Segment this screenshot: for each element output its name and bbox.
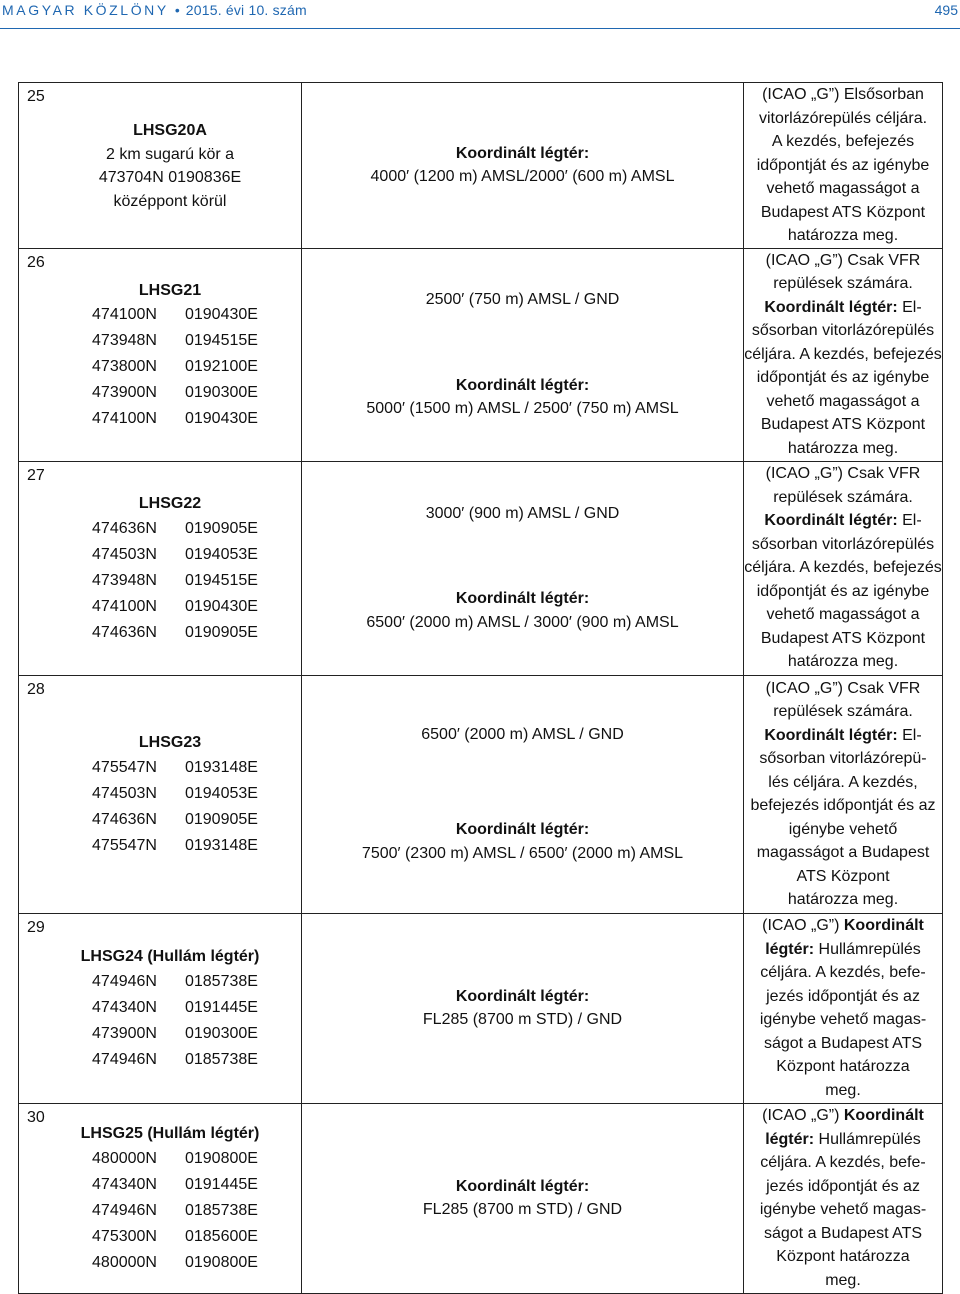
note-line: jezés időpontját és az [766,1177,920,1195]
longitude: 0194053E [184,784,258,802]
area-name: LHSG20A [133,122,207,140]
altitude-cell [302,675,744,913]
note-cell [744,83,943,249]
coordinate-pair [19,354,301,380]
note-line: céljára. A kezdés, befejezés [744,345,942,363]
coordinate-pair [19,516,301,542]
note-line: sősorban vitorlázórepülés [751,322,935,340]
page-number: 495 [934,2,958,18]
area-name: LHSG24 (Hullám légtér) [80,948,260,966]
altitude-cell [302,83,744,249]
note-line: Budapest ATS Központ [760,416,926,434]
latitude: 474636N [92,519,157,537]
latitude: 480000N [92,1149,157,1167]
latitude: 474503N [92,545,157,563]
spacer [302,312,743,374]
spacer [302,525,743,587]
coordinate-pair [19,406,301,432]
area-cell [19,1103,302,1293]
area-cell [19,461,302,675]
coordinate-pair [19,594,301,620]
latitude: 480000N [92,1253,157,1271]
longitude: 0190905E [184,519,258,537]
note-line: Koordinált légtér: El- [764,726,922,744]
longitude: 0190300E [184,1024,258,1042]
note-line: (ICAO „G”) Koordinált [762,917,924,934]
coordinate-pair [19,1146,301,1172]
note-line: befejezés időpontját és az [750,797,936,814]
note-line: meg. [825,1081,861,1099]
coordinate-pair [19,568,301,594]
spacer [302,746,743,818]
altitude-lower: 6500′ (2000 m) AMSL / 3000′ (900 m) AMSL [366,613,679,631]
coordinate-pair [19,969,301,995]
altitude-cell [302,248,744,461]
note-line: sősorban vitorlázórepü- [759,750,927,767]
airspace-label: Koordinált légtér: [455,987,590,1005]
note-line: Központ határozza [776,1248,910,1265]
longitude: 0193148E [184,758,258,776]
note-line: ságot a Budapest ATS [763,1224,923,1242]
longitude: 0191445E [184,1175,258,1193]
publication-title: MAGYAR KÖZLÖNY [2,2,169,18]
note-line: időpontját és az igénybe [756,582,930,600]
longitude: 0193148E [184,836,258,854]
note-line: vehető magasságot a [766,606,920,624]
header-rule [0,28,960,29]
coordinate-pair [19,328,301,354]
coordinate-pair [19,620,301,646]
latitude: 474100N [92,410,157,428]
note-line: (ICAO „G”) Elsősorban [762,86,924,103]
altitude-lower: FL285 (8700 m STD) / GND [422,1011,623,1028]
note-line: magasságot a Budapest [756,844,930,861]
longitude: 0185738E [184,1050,258,1068]
longitude: 0190800E [184,1253,258,1271]
longitude: 0192100E [184,358,258,376]
longitude: 0185738E [184,972,258,990]
coordinate-pair [19,1224,301,1250]
latitude: 474636N [92,623,157,641]
airspace-label: Koordinált légtér: [455,821,590,839]
note-bold-label: légtér: [765,940,815,958]
row-index: 30 [27,1108,45,1126]
latitude: 473948N [92,332,157,350]
longitude: 0194515E [184,332,258,350]
note-line: időpontját és az igénybe [756,156,930,174]
note-line: jezés időpontját és az [766,987,920,1005]
longitude: 0190905E [184,623,258,641]
table-row [19,675,943,913]
note-bold-label: Koordinált légtér: [764,726,898,744]
altitude-upper: 6500′ (2000 m) AMSL / GND [421,725,624,743]
airspace-table [18,82,943,1294]
note-line: Koordinált légtér: El- [764,512,922,530]
note-line: (ICAO „G”) Csak VFR [765,679,921,697]
note-bold-label: Koordinált légtér: [764,298,898,316]
note-line: céljára. A kezdés, befe- [760,964,926,981]
longitude: 0185600E [184,1227,258,1245]
latitude: 474636N [92,810,157,828]
latitude: 474340N [92,1175,157,1193]
note-cell [744,1103,943,1293]
note-line: határozza meg. [787,653,899,671]
coordinate-pair [19,1250,301,1276]
note-line: repülések számára. [773,275,913,293]
latitude: 474100N [92,597,157,615]
latitude: 473900N [92,1024,157,1042]
coordinate-pair [19,995,301,1021]
longitude: 0185738E [184,1201,258,1219]
coordinate-pair [19,1198,301,1224]
longitude: 0190905E [184,810,258,828]
issue-date: 2015. évi 10. szám [185,2,307,18]
note-line: vehető magasságot a [766,180,920,197]
note-bold-label: légtér: [765,1130,815,1148]
airspace-label: Koordinált légtér: [455,376,590,394]
page-header [2,2,958,22]
altitude-lower: 5000′ (1500 m) AMSL / 2500′ (750 m) AMSL [366,400,679,418]
altitude-lower: 7500′ (2300 m) AMSL / 6500′ (2000 m) AMSL [361,844,684,862]
altitude-lower: 4000′ (1200 m) AMSL/2000′ (600 m) AMSL [370,168,675,186]
note-cell [744,913,943,1103]
note-cell [744,675,943,913]
longitude: 0190430E [184,306,258,324]
note-line: repülések számára. [773,703,913,720]
airspace-label: Koordinált légtér: [455,1177,590,1195]
note-line: igénybe vehető magas- [759,1011,927,1028]
coordinate-pair [19,1021,301,1047]
note-line: igénybe vehető [788,820,898,838]
area-name: LHSG21 [138,281,202,299]
note-line: (ICAO „G”) Koordinált [762,1107,924,1124]
longitude: 0191445E [184,998,258,1016]
note-bold-label: Koordinált [843,917,924,934]
area-description: 473704N 0190836E [98,169,242,187]
table-row [19,248,943,461]
note-line: igénybe vehető magas- [759,1201,927,1218]
note-line: időpontját és az igénybe [756,369,930,387]
area-cell [19,913,302,1103]
note-line: meg. [825,1271,861,1289]
note-line: céljára. A kezdés, befe- [760,1154,926,1171]
publication-line [2,2,307,18]
area-name: LHSG23 [138,734,202,752]
note-line: Budapest ATS Központ [760,629,926,647]
note-line: vitorlázórepülés céljára. [758,109,928,127]
note-line: A kezdés, befejezés [771,133,915,150]
area-cell [19,675,302,913]
note-line: vehető magasságot a [766,392,920,410]
note-line: (ICAO „G”) Csak VFR [765,465,921,483]
row-index: 26 [27,253,45,271]
altitude-cell [302,461,744,675]
altitude-lower: FL285 (8700 m STD) / GND [422,1201,623,1218]
table-row [19,1103,943,1293]
note-line: határozza meg. [787,227,899,244]
latitude: 474503N [92,784,157,802]
longitude: 0190430E [184,410,258,428]
coordinate-pair [19,807,301,833]
note-line: ATS Központ [796,867,890,885]
note-line: határozza meg. [787,891,899,908]
note-line: Központ határozza [776,1058,910,1075]
header-bullet: • [174,2,180,18]
coordinate-pair [19,1172,301,1198]
longitude: 0190800E [184,1149,258,1167]
coordinate-pair [19,755,301,781]
longitude: 0190300E [184,384,258,402]
table-row [19,913,943,1103]
altitude-cell [302,1103,744,1293]
longitude: 0194515E [184,571,258,589]
latitude: 475300N [92,1227,157,1245]
latitude: 474340N [92,998,157,1016]
area-name: LHSG22 [138,495,202,513]
latitude: 473948N [92,571,157,589]
latitude: 473800N [92,358,157,376]
coordinate-pair [19,542,301,568]
note-line: repülések számára. [773,488,913,506]
row-index: 25 [27,88,45,105]
latitude: 474946N [92,1201,157,1219]
row-index: 29 [27,918,45,936]
airspace-label: Koordinált légtér: [455,144,590,162]
note-cell [744,248,943,461]
latitude: 474946N [92,972,157,990]
altitude-upper: 2500′ (750 m) AMSL / GND [425,291,620,309]
note-line: céljára. A kezdés, befejezés [744,559,942,577]
altitude-upper: 3000′ (900 m) AMSL / GND [425,504,620,522]
latitude: 474946N [92,1050,157,1068]
coordinate-pair [19,302,301,328]
area-cell [19,248,302,461]
note-line: sősorban vitorlázórepülés [751,535,935,553]
latitude: 473900N [92,384,157,402]
area-cell [19,83,302,249]
note-line: Budapest ATS Központ [760,203,926,221]
area-description: középpont körül [113,192,227,210]
row-index: 28 [27,680,45,698]
latitude: 474100N [92,306,157,324]
airspace-label: Koordinált légtér: [455,590,590,608]
table-row [19,83,943,249]
table-row [19,461,943,675]
note-cell [744,461,943,675]
note-line: Koordinált légtér: El- [764,298,922,316]
note-line: lés céljára. A kezdés, [768,773,918,791]
coordinate-pair [19,833,301,859]
area-description: 2 km sugarú kör a [105,145,235,163]
note-bold-label: Koordinált [843,1107,924,1124]
area-name: LHSG25 (Hullám légtér) [80,1125,260,1143]
note-bold-label: Koordinált légtér: [764,512,898,530]
note-line: légtér: Hullámrepülés [765,1130,921,1148]
note-line: határozza meg. [787,439,899,457]
coordinate-pair [19,380,301,406]
altitude-cell [302,913,744,1103]
row-index: 27 [27,466,45,484]
note-line: (ICAO „G”) Csak VFR [765,251,921,269]
longitude: 0194053E [184,545,258,563]
longitude: 0190430E [184,597,258,615]
note-line: ságot a Budapest ATS [763,1034,923,1052]
latitude: 475547N [92,758,157,776]
latitude: 475547N [92,836,157,854]
coordinate-pair [19,781,301,807]
note-line: légtér: Hullámrepülés [765,940,921,958]
coordinate-pair [19,1047,301,1073]
